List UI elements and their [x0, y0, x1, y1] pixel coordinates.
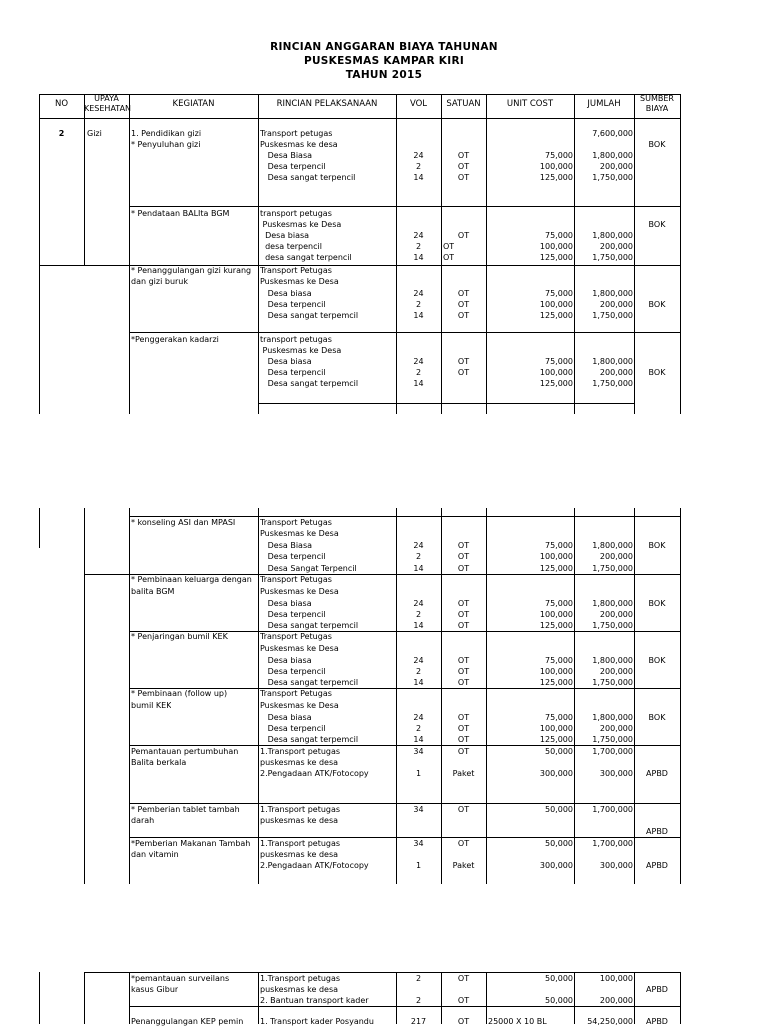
satuan-cell: OT — [457, 747, 470, 756]
jumlah-cell: 100,000 — [599, 974, 633, 983]
unit-cost-cell: 75,000 — [545, 599, 573, 608]
kegiatan-cell: Penanggulangan KEP pemin — [131, 1017, 244, 1026]
header-rincian: RINCIAN PELAKSANAAN — [276, 99, 378, 109]
unit-cost-cell: 125,000 — [539, 621, 573, 630]
sumber-biaya-cell: BOK — [648, 599, 666, 608]
vol-cell: 2 — [415, 162, 422, 171]
unit-cost-cell: 50,000 — [545, 996, 573, 1005]
vol-cell: 24 — [413, 231, 424, 240]
rincian-cell: Desa sangat terpemcil — [260, 735, 359, 744]
unit-cost-cell: 25000 X 10 BL — [488, 1017, 547, 1026]
grid-line — [129, 972, 130, 1024]
sumber-biaya-cell: BOK — [648, 140, 666, 149]
grid-line — [680, 94, 681, 414]
rincian-cell: desa sangat terpencil — [260, 253, 352, 262]
unit-cost-cell: 50,000 — [545, 839, 573, 848]
satuan-cell: OT — [457, 300, 470, 309]
satuan-cell: OT — [457, 724, 470, 733]
unit-cost-cell: 100,000 — [539, 368, 573, 377]
rincian-cell: Desa terpencil — [260, 368, 326, 377]
rincian-cell: Puskesmas ke Desa — [260, 701, 339, 710]
satuan-cell: OT — [457, 599, 470, 608]
jumlah-cell: 200,000 — [599, 667, 633, 676]
jumlah-cell: 200,000 — [599, 162, 633, 171]
rincian-cell: Desa biasa — [260, 599, 312, 608]
rincian-cell: Transport Petugas — [260, 575, 332, 584]
grid-line — [84, 118, 85, 266]
rincian-cell: transport petugas — [260, 209, 332, 218]
rincian-cell: 2.Pengadaan ATK/Fotocopy — [260, 861, 369, 870]
vol-cell: 2 — [415, 610, 422, 619]
jumlah-cell: 1,800,000 — [592, 289, 633, 298]
satuan-cell: OT — [457, 667, 470, 676]
unit-cost-cell: 100,000 — [539, 610, 573, 619]
satuan-cell: Paket — [452, 861, 475, 870]
satuan-cell: OT — [457, 621, 470, 630]
rincian-cell: 2.Pengadaan ATK/Fotocopy — [260, 769, 369, 778]
unit-cost-cell: 300,000 — [539, 861, 573, 870]
satuan-cell: OT — [457, 564, 470, 573]
unit-cost-cell: 75,000 — [545, 541, 573, 550]
unit-cost-cell: 50,000 — [545, 747, 573, 756]
rincian-cell: Desa terpencil — [260, 552, 326, 561]
kegiatan-cell: kasus Gibur — [131, 985, 179, 994]
sumber-biaya-cell: BOK — [648, 220, 666, 229]
rincian-cell: puskesmas ke desa — [260, 758, 339, 767]
vol-cell: 34 — [413, 747, 424, 756]
rincian-cell: Desa sangat terpemcil — [260, 621, 359, 630]
jumlah-cell: 1,750,000 — [592, 379, 633, 388]
vol-cell: 2 — [415, 300, 422, 309]
grid-line — [129, 508, 130, 884]
header-unit-cost: UNIT COST — [506, 99, 554, 109]
rincian-cell: 1.Transport petugas — [260, 747, 341, 756]
header-jumlah: JUMLAH — [587, 99, 621, 109]
kegiatan-cell: dan vitamin — [131, 850, 179, 859]
satuan-cell: OT — [457, 678, 470, 687]
grid-line — [680, 972, 681, 1024]
unit-cost-cell: 125,000 — [539, 311, 573, 320]
rincian-cell: Puskesmas ke desa — [260, 140, 338, 149]
kegiatan-cell: * Pembinaan (follow up) — [131, 689, 228, 698]
header-upaya-line2: KESEHATAN — [84, 104, 132, 113]
rincian-cell: Transport petugas — [260, 129, 333, 138]
jumlah-cell: 1,800,000 — [592, 541, 633, 550]
vol-cell: 24 — [413, 357, 424, 366]
jumlah-cell: 54,250,000 — [587, 1017, 633, 1026]
satuan-cell: OT — [457, 311, 470, 320]
sumber-biaya-cell: APBD — [646, 1017, 668, 1026]
sumber-biaya-cell: APBD — [646, 827, 668, 836]
satuan-cell: Paket — [452, 769, 475, 778]
unit-cost-cell: 125,000 — [539, 253, 573, 262]
grid-line — [258, 94, 259, 414]
header-no: NO — [54, 99, 69, 109]
vol-cell: 14 — [413, 678, 424, 687]
rincian-cell: puskesmas ke desa — [260, 985, 339, 994]
rincian-cell: Puskesmas ke Desa — [260, 587, 339, 596]
kegiatan-cell: * Pendataan BALIta BGM — [131, 209, 230, 218]
satuan-cell: OT — [457, 162, 470, 171]
jumlah-cell: 300,000 — [599, 861, 633, 870]
vol-cell: 24 — [413, 541, 424, 550]
unit-cost-cell: 75,000 — [545, 289, 573, 298]
jumlah-cell: 1,700,000 — [592, 747, 633, 756]
kegiatan-cell: balita BGM — [131, 587, 175, 596]
vol-cell: 34 — [413, 839, 424, 848]
satuan-cell: OT — [457, 231, 470, 240]
rincian-cell: Transport Petugas — [260, 518, 332, 527]
rincian-cell: 1.Transport petugas — [260, 974, 341, 983]
sumber-biaya-cell: APBD — [646, 985, 668, 994]
vol-cell: 14 — [413, 311, 424, 320]
unit-cost-cell: 100,000 — [539, 667, 573, 676]
grid-line — [39, 94, 40, 118]
satuan-cell: OT — [457, 368, 470, 377]
rincian-cell: 1. Transport kader Posyandu — [260, 1017, 374, 1026]
vol-cell: 34 — [413, 805, 424, 814]
rincian-cell: puskesmas ke desa — [260, 850, 339, 859]
kegiatan-cell: dan gizi buruk — [131, 277, 188, 286]
vol-cell: 1 — [415, 861, 422, 870]
jumlah-cell: 1,750,000 — [592, 173, 633, 182]
header-kegiatan: KEGIATAN — [172, 99, 215, 109]
unit-cost-cell: 100,000 — [539, 552, 573, 561]
sumber-biaya-cell: BOK — [648, 368, 666, 377]
sumber-biaya-cell: APBD — [646, 861, 668, 870]
unit-cost-cell: 100,000 — [539, 242, 573, 251]
grid-line — [39, 972, 40, 1024]
rincian-cell: Desa Biasa — [260, 541, 313, 550]
rincian-cell: Desa terpencil — [260, 162, 326, 171]
rincian-cell: Puskesmas ke Desa — [260, 220, 342, 229]
sumber-biaya-cell: BOK — [648, 656, 666, 665]
grid-line — [129, 94, 130, 414]
rincian-cell: Transport Petugas — [260, 266, 332, 275]
unit-cost-cell: 125,000 — [539, 735, 573, 744]
vol-cell: 24 — [413, 289, 424, 298]
jumlah-cell: 200,000 — [599, 242, 633, 251]
jumlah-cell: 200,000 — [599, 368, 633, 377]
grid-line — [258, 972, 259, 1024]
rincian-cell: Desa terpencil — [260, 300, 326, 309]
upaya-kesehatan: Gizi — [87, 129, 102, 138]
vol-cell: 2 — [415, 724, 422, 733]
satuan-cell: OT — [457, 151, 470, 160]
kegiatan-cell: *pemantauan surveilans — [131, 974, 230, 983]
unit-cost-cell: 75,000 — [545, 231, 573, 240]
rincian-cell: Transport Petugas — [260, 689, 332, 698]
document-title-line1: RINCIAN ANGGARAN BIAYA TAHUNAN — [270, 41, 498, 53]
grid-line — [84, 94, 85, 118]
rincian-cell: Puskesmas ke Desa — [260, 277, 339, 286]
grid-line — [39, 118, 40, 414]
grid-line — [258, 403, 634, 404]
jumlah-cell: 7,600,000 — [592, 129, 633, 138]
document-title-line3: TAHUN 2015 — [345, 69, 423, 81]
unit-cost-cell: 125,000 — [539, 379, 573, 388]
vol-cell: 14 — [413, 379, 424, 388]
satuan-cell: OT — [457, 974, 470, 983]
rincian-cell: 1.Transport petugas — [260, 805, 341, 814]
sumber-biaya-cell: BOK — [648, 713, 666, 722]
grid-line — [39, 508, 40, 548]
rincian-cell: Desa biasa — [260, 357, 312, 366]
jumlah-cell: 200,000 — [599, 552, 633, 561]
unit-cost-cell: 75,000 — [545, 656, 573, 665]
grid-line — [39, 94, 680, 95]
jumlah-cell: 1,800,000 — [592, 599, 633, 608]
kegiatan-cell: darah — [131, 816, 155, 825]
vol-cell: 1 — [415, 769, 422, 778]
vol-cell: 24 — [413, 599, 424, 608]
header-sumber-line2: BIAYA — [645, 104, 669, 113]
grid-line — [39, 118, 680, 119]
header-vol: VOL — [409, 99, 428, 109]
grid-line — [680, 508, 681, 884]
vol-cell: 24 — [413, 656, 424, 665]
rincian-cell: Desa Sangat Terpencil — [260, 564, 357, 573]
jumlah-cell: 1,750,000 — [592, 253, 633, 262]
satuan-cell: OT — [457, 610, 470, 619]
unit-cost-cell: 125,000 — [539, 678, 573, 687]
kegiatan-cell: *Pemberian Makanan Tambah — [131, 839, 251, 848]
rincian-cell: Desa biasa — [260, 231, 310, 240]
rincian-cell: Desa terpencil — [260, 667, 326, 676]
kegiatan-cell: * Pembinaan keluarga dengan — [131, 575, 252, 584]
satuan-cell: OT — [457, 839, 470, 848]
satuan-cell: OT — [457, 805, 470, 814]
jumlah-cell: 1,800,000 — [592, 231, 633, 240]
unit-cost-cell: 75,000 — [545, 151, 573, 160]
jumlah-cell: 1,800,000 — [592, 357, 633, 366]
sumber-biaya-cell: BOK — [648, 300, 666, 309]
kegiatan-cell: * Penjaringan bumil KEK — [131, 632, 228, 641]
rincian-cell: Desa sangat terpemcil — [260, 379, 359, 388]
vol-cell: 14 — [413, 173, 424, 182]
satuan-cell: OT — [457, 357, 470, 366]
vol-cell: 2 — [415, 552, 422, 561]
unit-cost-cell: 50,000 — [545, 805, 573, 814]
satuan-cell: OT — [457, 1017, 470, 1026]
rincian-cell: Desa biasa — [260, 713, 312, 722]
kegiatan-cell: Pemantauan pertumbuhan — [131, 747, 239, 756]
jumlah-cell: 1,800,000 — [592, 151, 633, 160]
rincian-cell: 2. Bantuan transport kader — [260, 996, 369, 1005]
grid-line — [84, 508, 85, 884]
grid-line — [129, 332, 680, 333]
satuan-cell: OT — [457, 289, 470, 298]
rincian-cell: puskesmas ke desa — [260, 816, 339, 825]
unit-cost-cell: 75,000 — [545, 357, 573, 366]
rincian-cell: desa terpencil — [260, 242, 322, 251]
jumlah-cell: 1,700,000 — [592, 805, 633, 814]
rincian-cell: Desa biasa — [260, 656, 312, 665]
jumlah-cell: 1,800,000 — [592, 656, 633, 665]
jumlah-cell: 200,000 — [599, 610, 633, 619]
satuan-cell: OT — [457, 713, 470, 722]
header-upaya — [84, 94, 132, 114]
vol-cell: 2 — [415, 242, 422, 251]
jumlah-cell: 1,750,000 — [592, 564, 633, 573]
vol-cell: 217 — [410, 1017, 427, 1026]
jumlah-cell: 200,000 — [599, 300, 633, 309]
kegiatan-cell: 1. Pendidikan gizi — [131, 129, 202, 138]
rincian-cell: Puskesmas ke Desa — [260, 346, 342, 355]
jumlah-cell: 1,700,000 — [592, 839, 633, 848]
rincian-cell: Desa terpencil — [260, 610, 326, 619]
unit-cost-cell: 100,000 — [539, 724, 573, 733]
jumlah-cell: 1,800,000 — [592, 713, 633, 722]
grid-line — [129, 206, 680, 207]
kegiatan-cell: *Penggerakan kadarzi — [131, 335, 219, 344]
rincian-cell: Puskesmas ke Desa — [260, 644, 339, 653]
jumlah-cell: 300,000 — [599, 769, 633, 778]
grid-line — [84, 972, 85, 1024]
kegiatan-cell: Balita berkala — [131, 758, 187, 767]
jumlah-cell: 200,000 — [599, 996, 633, 1005]
document-title-line2: PUSKESMAS KAMPAR KIRI — [303, 55, 465, 67]
satuan-cell: OT — [443, 242, 455, 251]
kegiatan-cell: * Penanggulangan gizi kurang — [131, 266, 252, 275]
unit-cost-cell: 75,000 — [545, 713, 573, 722]
vol-cell: 2 — [415, 667, 422, 676]
jumlah-cell: 1,750,000 — [592, 735, 633, 744]
header-upaya-line1: UPAYA — [94, 94, 119, 103]
rincian-cell: Puskesmas ke Desa — [260, 529, 339, 538]
sumber-biaya-cell: APBD — [646, 769, 668, 778]
satuan-cell: OT — [443, 253, 455, 262]
grid-line — [258, 508, 259, 884]
vol-cell: 14 — [413, 564, 424, 573]
satuan-cell: OT — [457, 173, 470, 182]
vol-cell: 2 — [415, 996, 422, 1005]
satuan-cell: OT — [457, 656, 470, 665]
header-satuan: SATUAN — [446, 99, 481, 109]
satuan-cell: OT — [457, 552, 470, 561]
unit-cost-cell: 300,000 — [539, 769, 573, 778]
unit-cost-cell: 50,000 — [545, 974, 573, 983]
satuan-cell: OT — [457, 996, 470, 1005]
grid-line — [129, 1006, 680, 1007]
vol-cell: 24 — [413, 151, 424, 160]
jumlah-cell: 1,750,000 — [592, 621, 633, 630]
satuan-cell: OT — [457, 735, 470, 744]
rincian-cell: Desa biasa — [260, 289, 312, 298]
unit-cost-cell: 125,000 — [539, 564, 573, 573]
vol-cell: 24 — [413, 713, 424, 722]
header-sumber-biaya — [634, 94, 680, 114]
unit-cost-cell: 100,000 — [539, 162, 573, 171]
kegiatan-cell: * Penyuluhan gizi — [131, 140, 201, 149]
rincian-cell: 1.Transport petugas — [260, 839, 341, 848]
jumlah-cell: 1,750,000 — [592, 678, 633, 687]
row-number: 2 — [58, 129, 65, 138]
sumber-biaya-cell: BOK — [648, 541, 666, 550]
header-sumber-line1: SUMBER — [640, 94, 674, 103]
unit-cost-cell: 100,000 — [539, 300, 573, 309]
rincian-cell: Transport Petugas — [260, 632, 332, 641]
vol-cell: 14 — [413, 735, 424, 744]
vol-cell: 14 — [413, 621, 424, 630]
unit-cost-cell: 125,000 — [539, 173, 573, 182]
rincian-cell: Desa sangat terpencil — [260, 173, 356, 182]
jumlah-cell: 200,000 — [599, 724, 633, 733]
rincian-cell: transport petugas — [260, 335, 332, 344]
kegiatan-cell: bumil KEK — [131, 701, 172, 710]
rincian-cell: Desa terpencil — [260, 724, 326, 733]
rincian-cell: Desa sangat terpemcil — [260, 311, 359, 320]
kegiatan-cell: * konseling ASI dan MPASI — [131, 518, 236, 527]
satuan-cell: OT — [457, 541, 470, 550]
vol-cell: 14 — [413, 253, 424, 262]
rincian-cell: Desa sangat terpemcil — [260, 678, 359, 687]
jumlah-cell: 1,750,000 — [592, 311, 633, 320]
vol-cell: 2 — [415, 368, 422, 377]
kegiatan-cell: * Pemberian tablet tambah — [131, 805, 240, 814]
rincian-cell: Desa Biasa — [260, 151, 313, 160]
vol-cell: 2 — [415, 974, 422, 983]
